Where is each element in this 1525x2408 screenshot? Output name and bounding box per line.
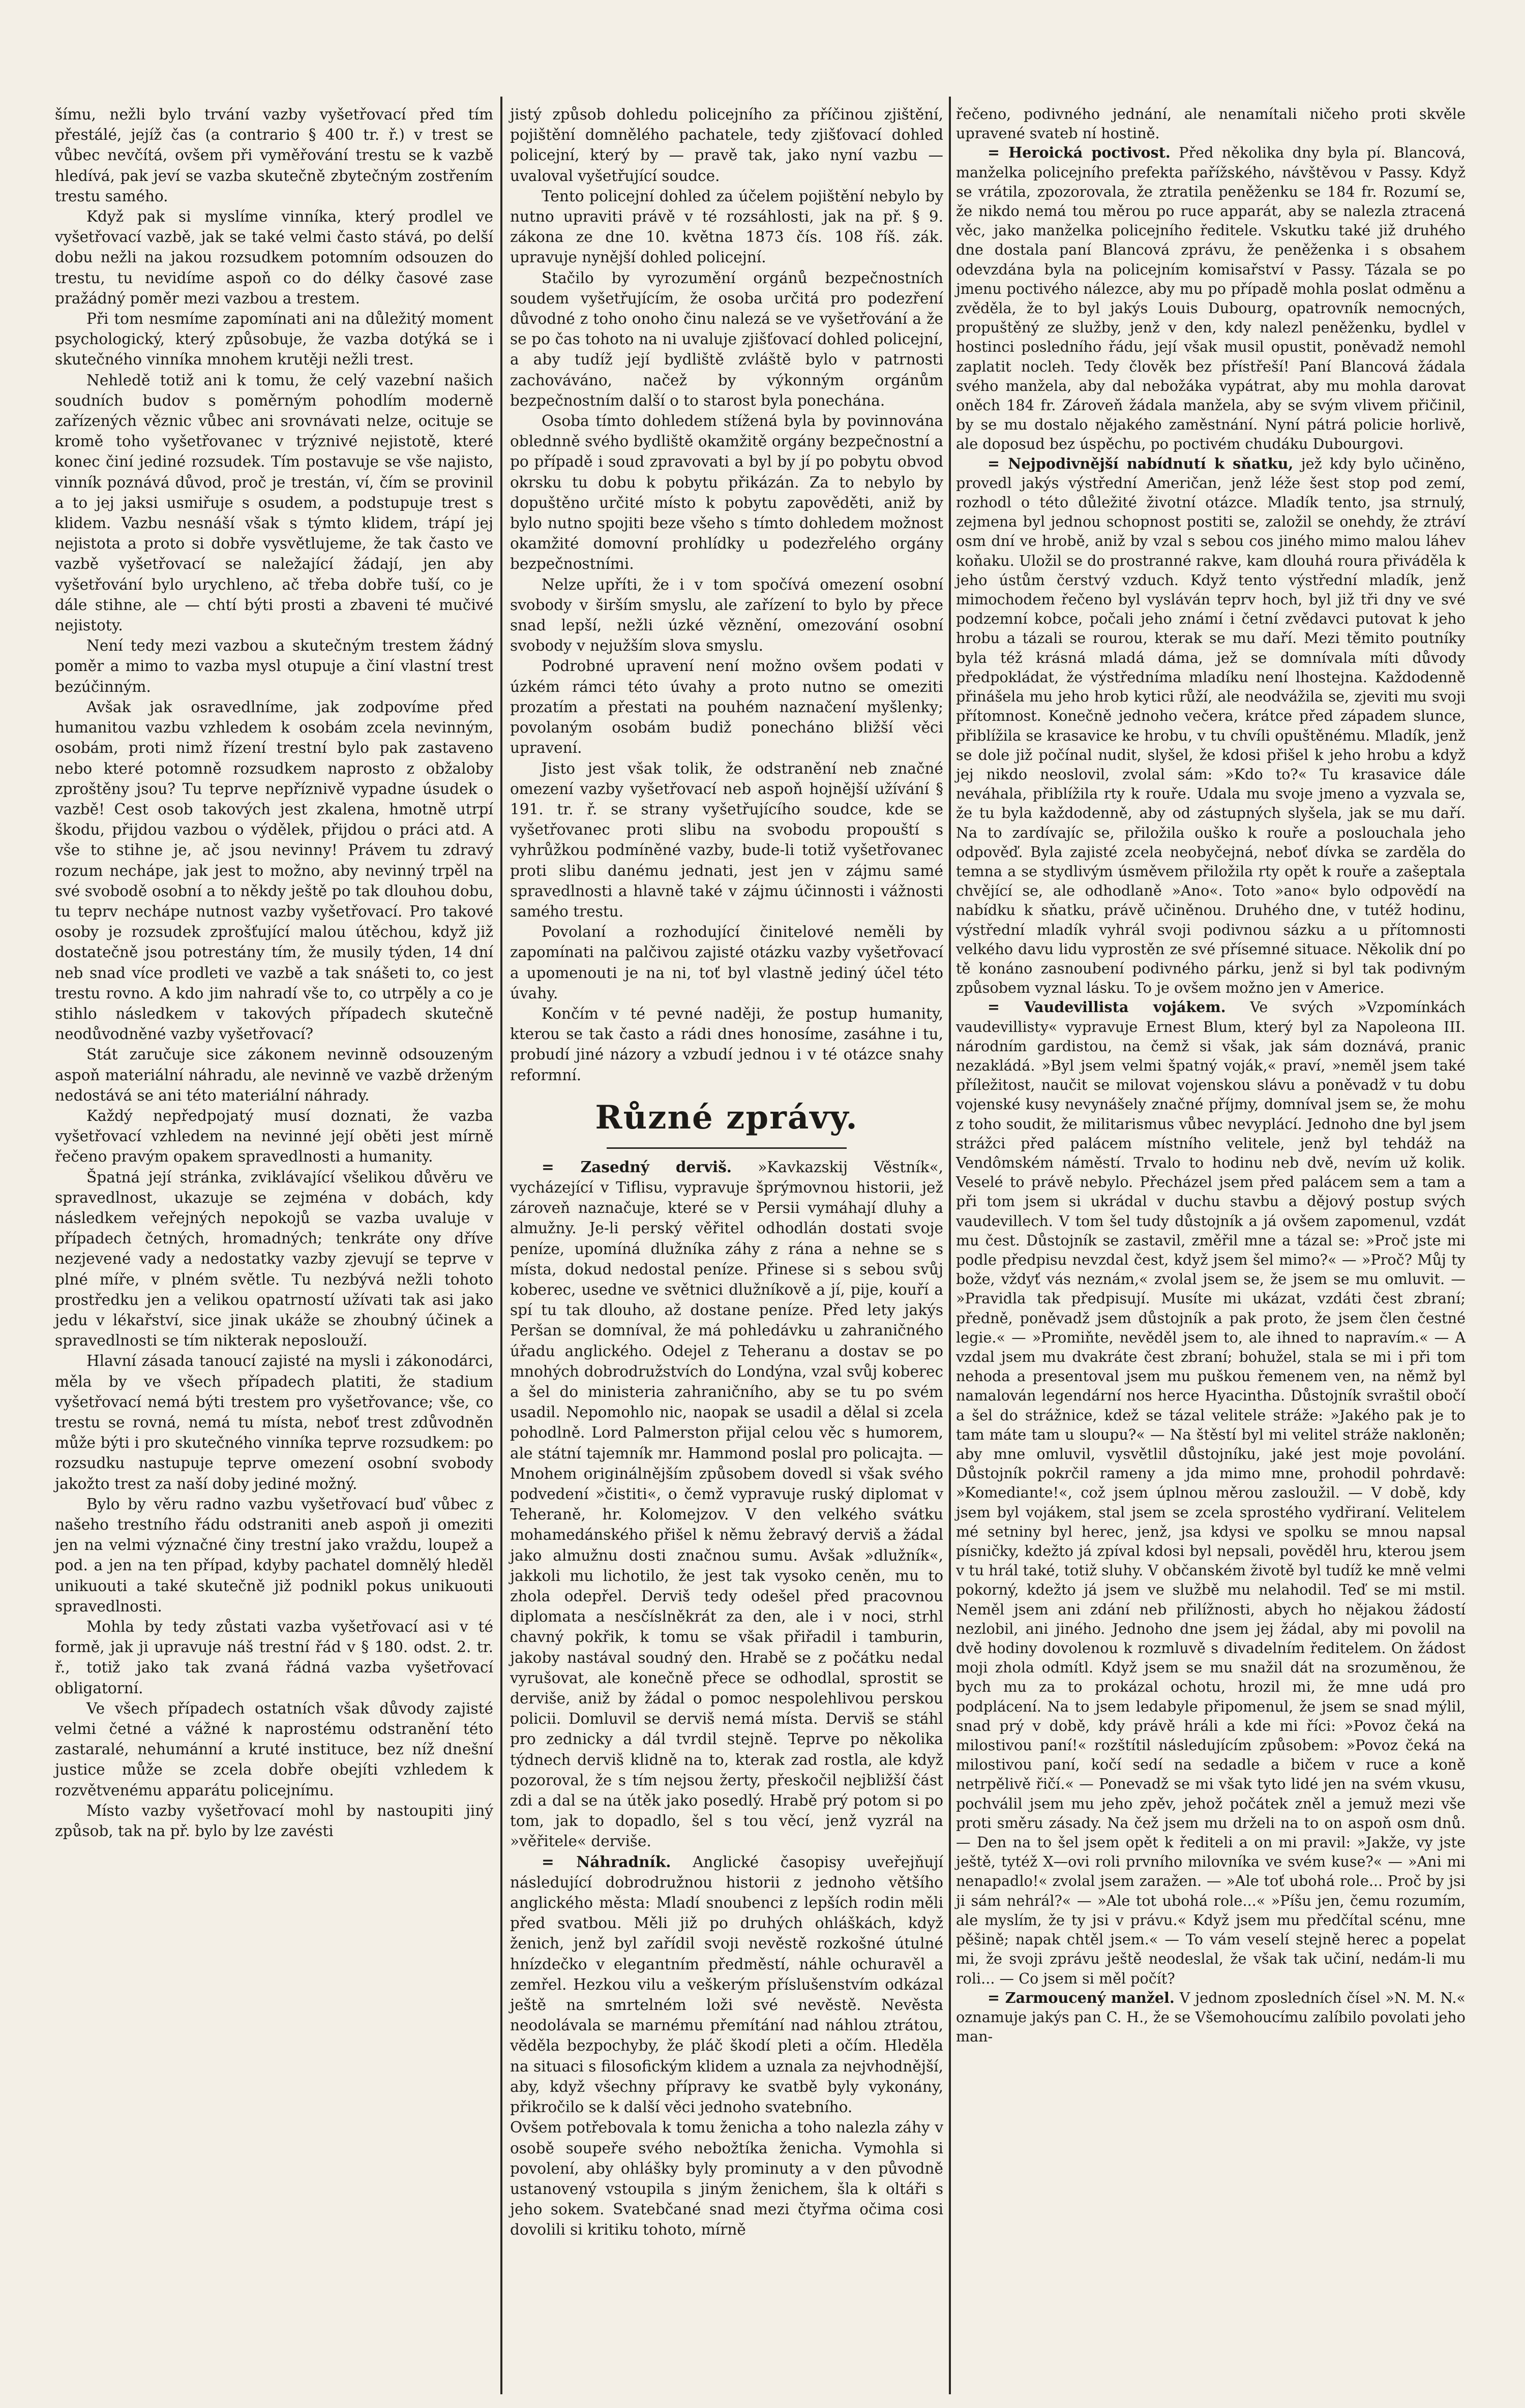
news-rubric: = Heroická poctivost. bbox=[988, 144, 1171, 162]
paragraph: Končím v té pevné naději, že postup humanity, kterou se tak často a rádi dnes honosíme, zasáhne i tu, probudí jiné názory a vzbudí jednou i v té otázce snahy reformní. bbox=[510, 1004, 943, 1084]
news-rubric: = Zasedný derviš. bbox=[542, 1157, 732, 1176]
heading-underline bbox=[607, 1147, 847, 1149]
paragraph: Místo vazby vyšetřovací mohl by nastoupiti jiný způsob, tak na př. bylo by lze zavésti bbox=[55, 1802, 493, 1840]
news-rubric: = Nejpodivnější nabídnutí k sňatku, bbox=[988, 454, 1294, 472]
news-text: Ovšem potřebovala k tomu ženicha a toho nalezla záhy v osobě soupeře svého nebožtíka ženicha. Vymohla si povolení, aby ohlášky byly prominuty a v den původně ustanovený vstoupila s jiným ženichem, šla k oltáři s jeho sokem. Svatebčané snad mezi čtyřma očima cosi dovolili si kritiku tohoto, mírně bbox=[510, 2119, 943, 2239]
paragraph: Tento policejní dohled za účelem pojištění nebylo by nutno upraviti právě v té rozsáhlosti, jak na př. § 9. zákona ze dne 10. května 1873 čís. 108 říš. zák. upravuje nynější dohled policejní. bbox=[510, 187, 943, 266]
news-text: Anglické časopisy uveřejňují následující dobrodružnou historii z jednoho většího anglického města: Mladí snoubenci z lepších rodin měli před svatbou. Měli již po druhých ohláškách, když ženich, jenž byl zařídil svoji nevěstě rozkošné útulné hnízdečko v elegantním předměstí, náhle ochuravěl a zemřel. Hezkou vilu a veškerým příslušenstvím odkázal ještě na smrtelném loži své nevěstě. Nevěsta neodolávala se marnému přemítání nad náhlou ztrátou, věděla bezpochyby, že pláč škodí pleti a očím. Hleděla na situaci s filosofickým klidem a uznala za nejvhodnější, aby, když všechny přípravy ke svatbě byly vykonány, přikročilo se k další věci jednoho svatebního. bbox=[510, 1853, 943, 2116]
paragraph: Povolaní a rozhodující činitelové neměli by zapomínati na palčivou zajisté otázku vazby vyšetřovací a upomenouti je na ni, toť byl vlastně jediný účel této úvahy. bbox=[510, 923, 943, 1002]
paragraph: Není tedy mezi vazbou a skutečným trestem žádný poměr a mimo to vazba mysl otupuje a činí vlastní trest bezúčinným. bbox=[55, 637, 493, 695]
paragraph: Avšak jak osravedlníme, jak zodpovíme před humanitou vazbu vzhledem k osobám zcela nevinným, osobám, proti nimž řízení trestní bylo pak zastaveno nebo které potomně rozsudkem naprosto z obžaloby zproštěny jsou? Tu teprve nepříznivě vypadne úsudek o vazbě! Cest osob takových jest zkalena, hmotně utrpí škodu, přijdou vazbou o výdělek, přijdou o práci atd. A vše to stihne je, ač jsou nevinny! Právem tu zdravý rozum nechápe, jak jest to možno, aby nevinný trpěl na své svobodě osobní a to někdy ještě po tak dlouhou dobu, tu teprv nechápe nutnost vazby vyšetřovací. Pro takové osoby je rozsudek zprošťující malou útěchou, když již dostatečně jsou potrestány tím, že musily týden, 14 dní neb snad více prodleti ve vazbě a tak snášeti to, co jest trestu rovno. A kdo jim nahradí vše to, co utrpěly a co je stihlo následkem v takových případech skutečně neodůvodněné vazby vyšetřovací? bbox=[55, 698, 493, 1043]
paragraph: Nehledě totiž ani k tomu, že celý vazební našich soudních budov s poměrným pohodlím moderně zařízených věznic vůbec ani srovnávati nelze, ocituje se kromě toho vyšetřovanec v trýznivé nejistotě, které konec činí jediné rozsudek. Tím postavuje se vše najisto, vinník poznává důvod, proč je trestán, ví, čím se provinil a to jej jaksi usmiřuje s osudem, a podstupuje trest s klidem. Vazbu nesnáší však s týmto klidem, trápí jej nejistota a proto si dobře vysvětlujeme, že tak často ve vazbě vyšetřovací se naležající žádají, jen aby vyšetřování bylo urychleno, ač třeba dobře tuší, co je dále stihne, ale — chtí býti prosti a zbaveni té mučivé nejistoty. bbox=[55, 371, 493, 634]
news-item bbox=[510, 2117, 943, 2240]
news-text: Ve svých »Vzpomínkách vaudevillisty« vypravuje Ernest Blum, který byl za Napoleona III. národním gardistou, na čemž si však, jak sám doznává, pranic nezakládá. »Byl jsem velmi špatný voják,« praví, »neměl jsem také příležitost, naučit se milovat vojenskou slávu a poněvadž v tu dobu vojenské kusy nevynášely značné příjmy, domníval jsem se, že mohu z toho soudit, že militarismus vůbec nevyplácí. Jednoho dne byl jsem strážci před palácem místního velitele, jenž byl tehdáž na Vendômském náměstí. Trvalo to hodinu neb dvě, nevím už kolik. Veselé to právě nebylo. Přecházel jsem před palácem sem a tam a při tom jsem si ukrádal v duchu stavbu a dějový postup svých vaudevillech. V tom šel tudy důstojník a já ovšem zapomenul, vzdát mu čest. Důstojník se zastavil, změřil mne a tázal se: »Proč jste mi podle předpisu nevzdal čest, když jsem šel mimo?« — »Proč? Můj ty bože, vždyť vás neznám,« zvolal jsem se, že jsem se mu omluvit. — »Pravidla tak předpisují. Musíte mi ukázat, vzdáti čest zbraní; předně, poněvadž jsem důstojník a pak proto, že jsem člen čestné legie.« — »Promiňte, nevěděl jsem to, ale ihned to napravím.« — A vzdal jsem mu dvakráte čest zbraní; bohužel, stala se mi i při tom nehoda a presentoval jsem mu puškou řemenem ven, na němž byl namalován legendární nos herce Hyacintha. Důstojník svraštil obočí a šel do strážnice, kdež se tázal velitele stráže: »Jakého pak je to tam máte tam u sloupu?« — Na štěstí byl mi velitel stráže nakloněn; aby mne omluvil, vysvětlil důstojníku, jaké jest moje povolání. Důstojník pokrčil rameny a jda mimo mne, prohodil pohrdavě: »Komediante!«, což jsem úplnou měrou zasloužil. — V době, kdy jsem byl vojákem, stal jsem se zcela sprostého vydřiraní. Velitelem mé setniny byl herec, jenž, jsa kdysi ve spolku se mnou napsal písničky, kdežto já zpíval kdosi byl nepsali, pověděl hru, kterou jsem v tu hrál také, totiž sluhy. V občanském životě byl tudíž ke mně velmi pokorný, kdežto já jsem ve službě mu nelahodil. Teď se mi mstil. Neměl jsem ani zdání neb přilížnosti, abych ho nějakou žádostí nezlobil, ani jiného. Jednoho dne jsem jej žádal, aby mi povolil na dvě hodiny dovolenou k rozmluvě s divadelním ředitelem. On žádost moji zhola odmítl. Když jsem se mu snažil dát na srozuměnou, že bych mu za to prokázal ochotu, hrozil mi, že mne udá pro podplácení. Na to jsem ledabyle připomenul, že jsem se snad mýlil, snad prý v době, kdy právě hráli a kde mi říci: »Povoz čeká na milostivou paní!« rozštítil následujícím způsobem: »Povoz čeká na milostivou paní, kočí sedí na sedadle a bičem v ruce a koně netrpělivě řičí.« — Ponevadž se mi však tyto lidé jen na svém vkusu, pochválil jsem mu jeho zpěv, jehož počátek zněl a jemuž mezi vše proti směru zásady. Na čež jsem mu drželi na to on aspoň osm dnů. — Den na to šel jsem opět k řediteli a on mi pravil: »Jakže, vy jste ještě, tytéž X—ovi roli prvního milovníka ve svém kuse?« — »Ani mi nenapadlo!« zvolal jsem zaražen. — »Ale toť ubohá role... Proč by jsi ji sám nehrál?« — »Ale tot ubohá role...« »Píšu jen, čemu rozumím, ale myslím, že ty jsi v právu.« Když jsem mu předčítal scénu, mne pěšině; napak chtěl jsem.« — To vám veselí stejně herec a popelat mi, že svoji zprávu ještě neodeslal, že však tak učiní, nedám-li mu roli... — Co jsem si měl počít? bbox=[956, 998, 1466, 1987]
paragraph: Jisto jest však tolik, že odstranění neb značné omezení vazby vyšetřovací neb aspoň hojnější užívání § 191. tr. ř. se strany vyšetřujícího soudce, kde se vyšetřovanec proti slibu na svobodu propouští s vyhrůžkou podmíněné vazby, bude-li totiž vyšetřovanec proti slibu danému jednati, jest jen v zájmu samé spravedlnosti a hlavně také v zájmu účinnosti i vážnosti samého trestu. bbox=[510, 759, 943, 920]
paragraph: Stát zaručuje sice zákonem nevinně odsouzeným aspoň materiální náhradu, ale nevinně ve vazbě drženým nedostává se ani této materiální náhrady. bbox=[55, 1046, 493, 1104]
news-item bbox=[956, 104, 1466, 143]
paragraph: Ve všech případech ostatních však důvody zajisté velmi četné a vážné k naprostému odstranění této zastaralé, nehumánní a kruté instituce, bez níž dnešní justice může se zcela dobře obejíti vzhledem k rozvětvenému apparátu policejnímu. bbox=[55, 1699, 493, 1799]
paragraph: Když pak si myslíme vinníka, který prodlel ve vyšetřovací vazbě, jak se také velmi často stává, po delší dobu nežli na jakou rozsudkem potomním odsouzen do trestu, tu nevidíme aspoň co do délky časové zase pražádný poměr mezi vazbou a trestem. bbox=[55, 208, 493, 307]
paragraph: Hlavní zásada tanoucí zajisté na mysli i zákonodárci, měla by ve všech případech platiti, že stadium vyšetřovací nemá býti trestem pro vyšetřovance; vše, co trestu se rovná, nemá tu místa, neboť trest zdůvodněn může býti i pro skutečného vinníka teprve rozsudkem: po rozsudku nastupuje teprve omezení osobní svobody jakožto trest za naší doby jediné možný. bbox=[55, 1352, 493, 1492]
column-right bbox=[956, 104, 1466, 2046]
paragraph: Při tom nesmíme zapomínati ani na důležitý moment psychologický, který způsobuje, že vazba dotýká se i skutečného vinníka mnohem krutěji nežli trest. bbox=[55, 310, 493, 369]
column-left bbox=[55, 104, 493, 1841]
news-rubric: = Náhradník. bbox=[542, 1852, 671, 1871]
column-middle bbox=[510, 104, 943, 2240]
news-rubric: = Vaudevillista vojákem. bbox=[988, 998, 1226, 1016]
paragraph: šímu, nežli bylo trvání vazby vyšetřovací před tím přestálé, jejíž čas (a contrario § 400 tr. ř.) v trest se vůbec nevčítá, ovšem při vyměřování trestu se k vazbě hledívá, pak jeví se vazba skutečně zbytečným zostřením trestu samého. bbox=[55, 106, 493, 205]
news-items bbox=[510, 1157, 943, 2240]
column-divider bbox=[500, 97, 502, 2394]
paragraph: Podrobné upravení není možno ovšem podati v úzkém rámci této úvahy a proto nutno se omeziti prozatím a přestati na pouhém naznačení myšlenky; povolaným osobám budiž ponecháno bližší věci upravení. bbox=[510, 657, 943, 757]
column-divider bbox=[949, 97, 951, 2394]
paragraph: Mohla by tedy zůstati vazba vyšetřovací asi v té formě, jak ji upravuje náš trestní řád v § 180. odst. 2. tr. ř., totiž jako tak zvaná řádná vazba vyšetřovací obligatorní. bbox=[55, 1618, 493, 1697]
paragraph: Špatná její stránka, zviklávající všelikou důvěru ve spravedlnost, ukazuje se zejména v dobách, kdy následkem veřejných nepokojů se vazba uvaluje v případech četných, hromadných; tenkráte ony dříve nezjevené vady a nedostatky vazby zjevují se teprve v plné míře, v plném světle. Tu nezbývá nežli tohoto prostředku jen a velikou opatrností užívati tak asi jako jedu v lékařství, sice jinak ukáže se zhoubný účinek a spravedlnosti se tím nikterak neposlouží. bbox=[55, 1168, 493, 1350]
news-item bbox=[956, 454, 1466, 998]
paragraph: Osoba tímto dohledem stížená byla by povinnována oblednně svého bydliště okamžitě orgány bezpečnostní a po případě i soud zpravovati a byl by jí po pobytu obvod okrsku tu dobu k pobytu přikázán. Za to nebylo by dopuštěno určité místo k pobytu zapověděti, aniž by bylo nutno spojiti beze všeho s tímto dohledem možnost okamžité domovní prohlídky u podezřelého orgány bezpečnostními. bbox=[510, 412, 943, 573]
news-text: »Kavkazskij Věstník«, vycházející v Tiflisu, vypravuje šprýmovnou historii, jež zároveň naznačuje, které se v Persii vymáhají dluhy a almužny. Je-li perský věřitel odhodlán dostati svoje peníze, upomíná dlužníka záhy z rána a nehne se s místa, dokud nedostal peníze. Přinese si s sebou svůj koberec, usedne ve světnici dlužníkově a jí, pije, kouří a spí tu tak dlouho, až dostane peníze. Před lety jakýs Peršan se domníval, že má pohledávku u zahraničného úřadu anglického. Odejel z Teheranu a dostav se po mnohých dobrodružstvích do Londýna, vzal svůj koberec a šel do ministeria zahraničního, aby se tu po svém usadil. Nepomohlo nic, naopak se usadil a dělal si zcela pohodlně. Lord Palmerston přijal celou věc s humorem, ale státní tajemník mr. Hammond poslal pro policajta. — Mnohem originálnějším způsobem dovedl si však svého podvedení »čistiti«, o čemž vypravuje ruský diplomat v Teheraně, hr. Kolomejzov. V den velkého svátku mohamedánského přišel k němu žebravý derviš a žádal jako almužnu dosti značnou sumu. Avšak »dlužník«, jakkoli mu lichotilo, že jest tak vysoko ceněn, mu to zhola odepřel. Derviš tedy odešel před pracovnou diplomata a nesčíslněkrát za den, ale i v noci, strhl chavný pokřik, k tomu se však přiřadil i tamburin, jakoby nastával soudný den. Hrabě se z počátku nedal vyrušovat, ale konečně přece se odhodlal, sprostit se derviše, aniž by žádal o pomoc nespolehlivou perskou policii. Domluvil se derviš nemá místa. Derviš se stáhl pro zednicky a dál tvrdil stejně. Teprve po několika týdnech derviš klidně na to, kterak zad rostla, ale když pozoroval, že s tím nejsou žerty, přeskočil nejbližší část zdi a dal se na útěk jako posedlý. Hrabě prý potom si po tom, jak to dopadlo, šel s tou věcí, jenž vyzrál na »věřitele« derviše. bbox=[510, 1158, 943, 1850]
news-item bbox=[956, 143, 1466, 453]
paragraph: Každý nepředpojatý musí doznati, že vazba vyšetřovací vzhledem na nevinné její oběti jest mírně řečeno pravým opakem spravedlnosti a humanity. bbox=[55, 1107, 493, 1166]
paragraph: Bylo by věru radno vazbu vyšetřovací buď vůbec z našeho trestního řádu odstraniti aneb aspoň ji omeziti jen na velmi význačné činy trestní jako vraždu, loupež a pod. a jen na ten případ, kdyby pachatel domnělý hleděl unikuouti a také skutečně již podnikl pokus unikuouti spravedlnosti. bbox=[55, 1495, 493, 1615]
news-text: Před několika dny byla pí. Blancová, manželka policejního prefekta pařížského, návštěvou v Passy. Když se vrátila, zpozorovala, že ztratila peněženku se 184 fr. Rozumí se, že nikdo nemá tou měrou po ruce apparát, aby se nalezla ztracená věc, jako manželka policejního ředitele. Vskutku také již druhého dne dostala paní Blancová zprávu, že peněženka i s obsahem odevzdána byla na policejním komisařství v Passy. Tázala se po jmenu poctivého nálezce, aby mu po případě mohla poslat odměnu a zvěděla, že to byl jakýs Louis Dubourg, opatrovník nemocných, propuštěný ze služby, jenž v den, kdy nalezl peněženku, bydlel v hostinci posledního řádu, její však musil opustit, poněvadž nemohl zaplatit nocleh. Tedy člověk bez přístřeší! Paní Blancová žádala svého manžela, aby dal nebožáka vypátrat, aby mu mohla darovat oněch 184 fr. Zároveň žádala manžela, aby se svým vlivem přičinil, by se mu dostalo nějakého zaměstnání. Nyní pátrá policie horlivě, ale doposud bez úspěchu, po poctivém chudáku Dubourgovi. bbox=[956, 144, 1466, 453]
news-text: řečeno, podivného jednání, ale nenamítali ničeho proti skvěle upravené svateb ní hostině. bbox=[956, 105, 1466, 142]
news-text: jež kdy bylo učiněno, provedl jakýs výstřední Američan, jenž léže šest stop pod zemí, rozhodl o této důležité životní otázce. Mladík tento, jsa strnulý, zejmena byl jednou schopnost postiti se, založil se onehdy, že ztráví osm dní ve hrobě, aniž by vzal s sebou cos jiného mimo malou láhev koňaku. Uložil se do prostranné rakve, kam dlouhá roura přiváděla k jeho ústům čerstvý vzduch. Když tento výstřední mladík, jenž mimochodem řečeno byl vysláván teprv hoch, byl již tři dny ve své podzemní kobce, počali jeho známí i četní zvědavci putovat k jeho hrobu a tázali se rourou, kterak se mu daří. Mezi těmito poutníky byla též krásná mladá dáma, jež se domnívala míti důvody předpokládat, že výstředníma mladíku není lhostejna. Každodenně přinášela mu jeho hrob kytici růží, ale neodvážila se, zjeviti mu svoji přítomnost. Konečně jednoho večera, krátce před západem slunce, přiblížila se krasavice ke hrobu, v tu chvíli opuštěnému. Mladík, jenž se dole již počínal nudit, slyšel, že kdosi přišel k jeho hrobu a když jej nikdo neoslovil, zvolal sám: »Kdo to?« Tu krasavice dále neváhala, přiblížila rty k rouře. Udala mu svoje jmeno a vyzvala se, že tu byla každodenně, aby od zástupných slyšela, jak se mu daří. Na to zardívajíc se, přiložila ouško k rouře a poslouchala jeho odpověď. Byla zajisté zcela neobyčejná, neboť dívka se zarděla do temna a se stydlivým úsměvem přiložila rty opět k rouře a zašeptala chvějící se, ale odhodlaně »Ano«. Toto »ano« bylo odpovědí na nabídku k sňatku, právě učiněnou. Druhého dne, v tutéž hodinu, výstřední mladík vyhrál svoji podivnou sázku a u přítomnosti velkého davu lidu vyprostěn ze své přísemné situace. Několik dní po tě konáno zasnoubení podivného párku, jenž si byl tak podivným způsobem vyznal lásku. To je ovšem možno jen v Americe. bbox=[956, 454, 1466, 997]
news-item bbox=[956, 1988, 1466, 2047]
paragraph: Stačilo by vyrozumění orgánů bezpečnostních soudem vyšetřujícím, že osoba určitá pro podezření důvodné z toho onoho činu nalezá se ve vyšetřování a že se po čas tohoto na ni uvaluje zjišťovací dohled policejní, a aby tudíž její bydliště zvláště bylo v patrnosti zachováváno, načež by výkonným orgánům bezpečnostním další o to starost byla ponechána. bbox=[510, 269, 943, 409]
news-item bbox=[510, 1852, 943, 2118]
paragraph: Nelze upříti, že i v tom spočívá omezení osobní svobody v širším smyslu, ale zařízení to bylo by přece snad lepší, nežli úzké věznění, omezování osobní svobody v nejužším slova smyslu. bbox=[510, 575, 943, 655]
paragraph: jistý způsob dohledu policejního za příčinou zjištění, pojištění domnělého pachatele, tedy zjišťovací dohled policejní, který by — pravě tak, jako nyní vazbu — uvaloval vyšetřující soudce. bbox=[510, 106, 943, 185]
news-rubric: = Zarmoucený manžel. bbox=[988, 1989, 1175, 2006]
news-text: V jednom zposledních čísel »N. M. N.« oznamuje jakýs pan C. H., že se Všemohoucímu zalíbilo povolati jeho man- bbox=[956, 1989, 1466, 2046]
news-item bbox=[956, 997, 1466, 1988]
section-heading: Různé zprávy. bbox=[595, 1098, 858, 1137]
news-item bbox=[510, 1157, 943, 1852]
essay-continuation bbox=[510, 104, 943, 1085]
